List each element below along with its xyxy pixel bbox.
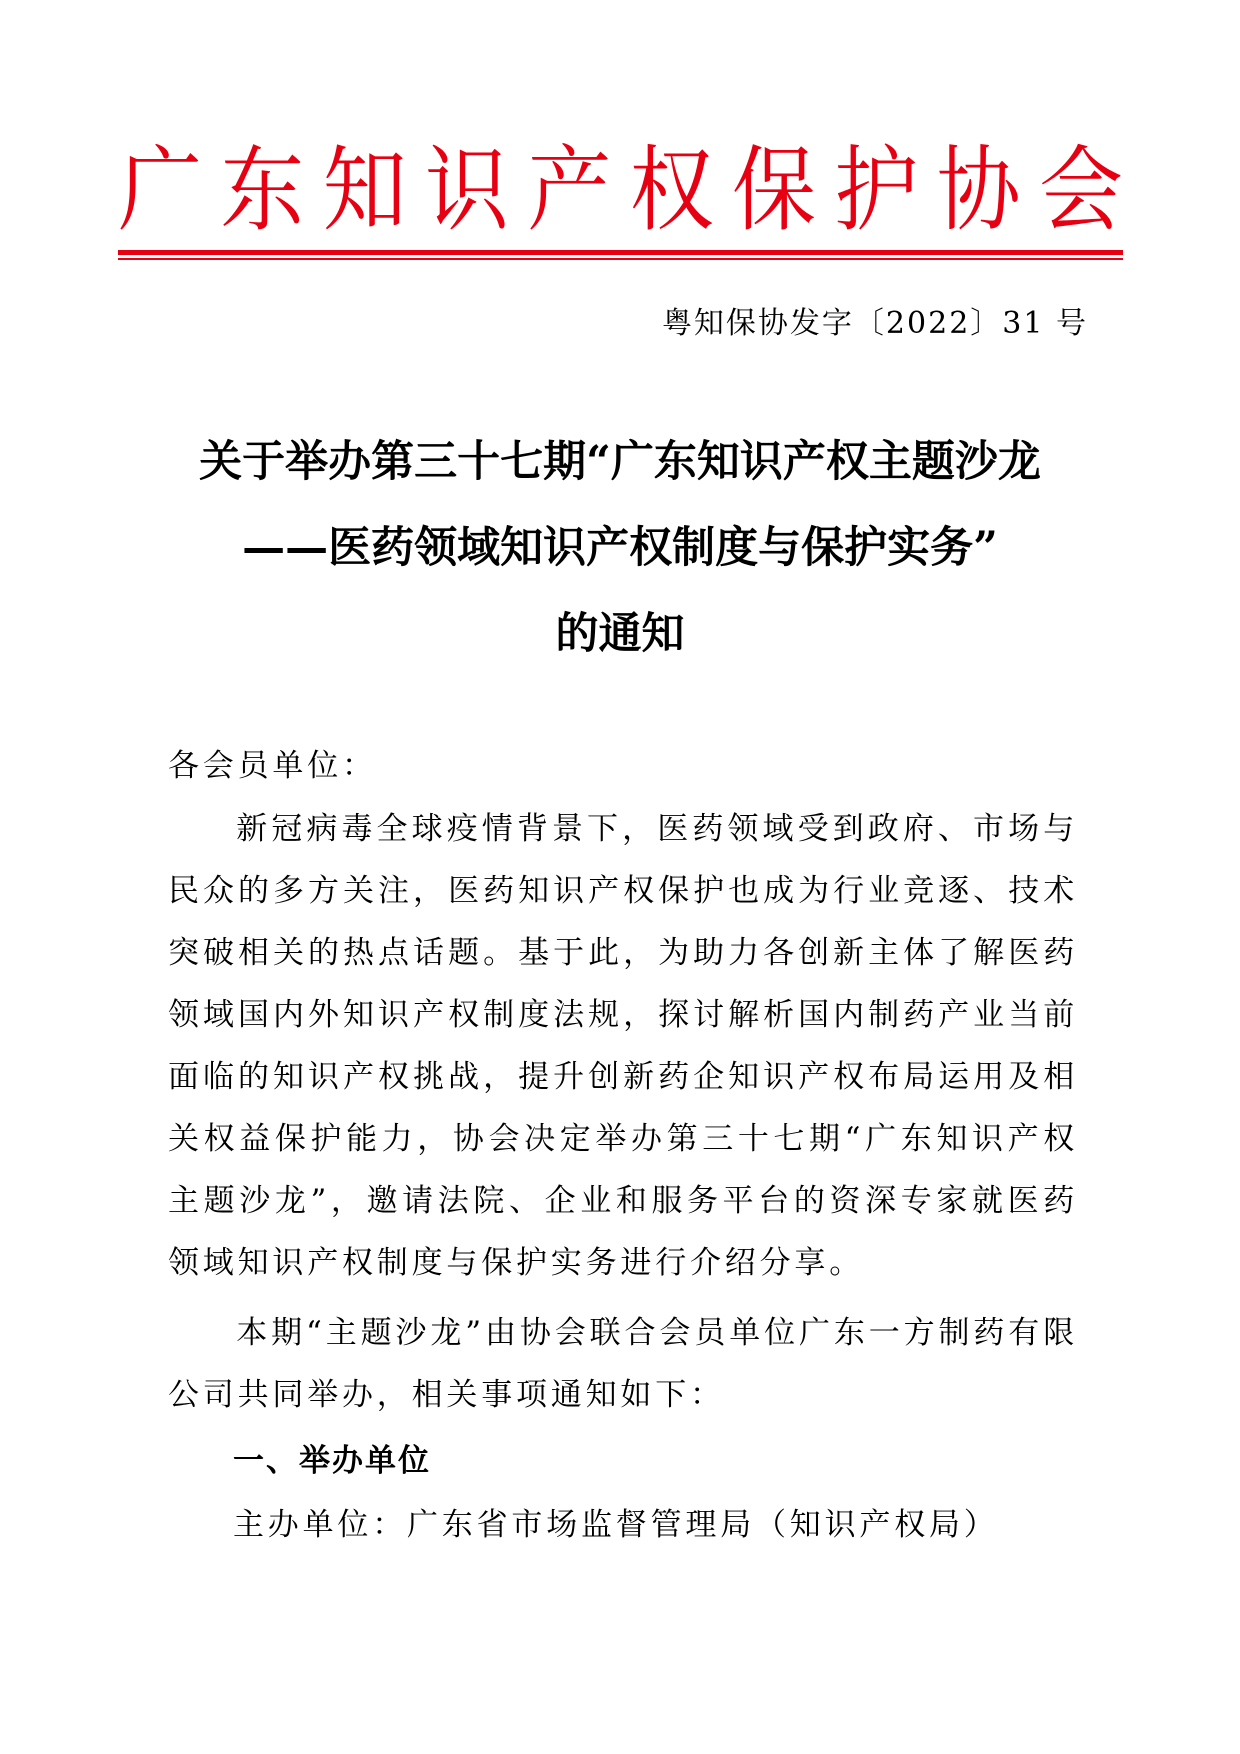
- letterhead-divider-thick: [118, 250, 1123, 255]
- notice-title-line-3: 的通知: [555, 609, 685, 659]
- salutation: 各会员单位：: [168, 748, 377, 784]
- notice-title-line-1: 关于举办第三十七期“广东知识产权主题沙龙: [199, 437, 1041, 487]
- letterhead-title: [118, 136, 1123, 244]
- letterhead-char: 权: [629, 136, 714, 244]
- organizer-line: 主办单位：广东省市场监督管理局（知识产权局）: [233, 1507, 999, 1543]
- section-heading-organizers: 一、举办单位: [233, 1443, 431, 1479]
- letterhead-char: 产: [527, 136, 612, 244]
- letterhead-char: 知: [322, 136, 407, 244]
- letterhead-char: 广: [118, 136, 203, 244]
- letterhead-char: 识: [424, 136, 509, 244]
- letterhead-char: 会: [1038, 136, 1123, 244]
- letterhead-divider-thin: [118, 258, 1123, 260]
- body-paragraph-co-organizer: 本期“主题沙龙”由协会联合会员单位广东一方制药有限公司共同举办，相关事项通知如下：: [168, 1315, 1078, 1413]
- document-number: 粤知保协发字〔2022〕31 号: [661, 306, 1088, 341]
- body-paragraph-background: 新冠病毒全球疫情背景下，医药领域受到政府、市场与民众的多方关注，医药知识产权保护也成为行业竞逐、技术突破相关的热点话题。基于此，为助力各创新主体了解医药领域国内外知识产权制度法规，探讨解析国内制药产业当前面临的知识产权挑战，提升创新药企知识产权布局运用及相关权益保护能力，协会决定举办第三十七期“广东知识产权主题沙龙”，邀请法院、企业和服务平台的资深专家就医药领域知识产权制度与保护实务进行介绍分享。: [168, 811, 1078, 1281]
- letterhead-char: 协: [936, 136, 1021, 244]
- notice-title-line-2: ——医药领域知识产权制度与保护实务”: [242, 523, 998, 573]
- letterhead-char: 东: [220, 136, 305, 244]
- letterhead-char: 保: [731, 136, 816, 244]
- letterhead-char: 护: [834, 136, 919, 244]
